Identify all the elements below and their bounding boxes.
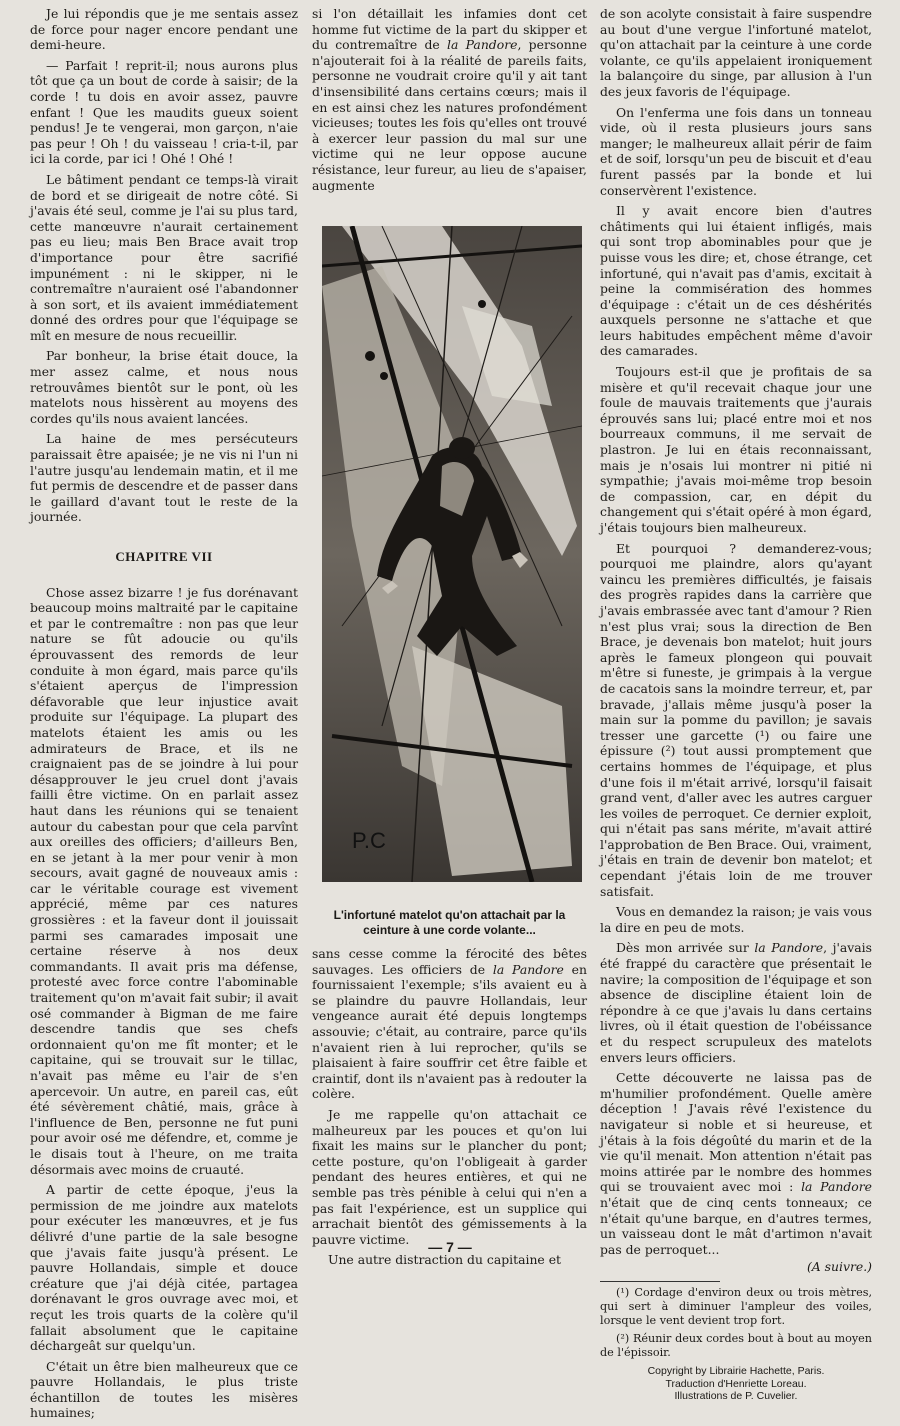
- paragraph: On l'enferma une fois dans un tonneau vide, où il resta plusieurs jours sans manger; le malheureux allait périr de faim et de soif, lorsqu'un peu de biscuit et d'eau furent passés par la bonde et lui conservèrent l'existence.: [600, 104, 872, 198]
- illustration-caption: L'infortuné matelot qu'on attachait par la ceinture à une corde volante...: [333, 908, 566, 937]
- paragraph: — Parfait ! reprit-il; nous aurons plus tôt que ça un bout de corde à saisir; de la corde ! tu dois en avoir assez, pauvre enfant ! Que les maudits gueux soient pendus! Je te vengerai, mon garçon, n'aie pas peur ! Oh ! du vaisseau ! cria-t-il, par ici la corde, par ici ! Ohé ! Ohé !: [30, 57, 298, 167]
- artist-signature: P.C: [352, 828, 386, 853]
- paragraph: si l'on détaillait les infamies dont cet homme fut victime de la part du skipper et du contremaître de la Pandore, personne n'ajouterait foi à la réalité de pareils faits, personne ne voudrait croire qu'il y ait tant d'insensibilité dans certains cœurs; mais il en est ainsi chez les natures profondément vicieuses; toutes les fois qu'elles ont trouvé à exercer leur passion du mal sur une victime qui ne leur oppose aucune résistance, leur fureur, au lieu de s'apaiser, augmente: [312, 6, 587, 193]
- to-be-continued: (A suivre.): [806, 1259, 872, 1275]
- ship-name: la Pandore: [754, 940, 824, 956]
- paragraph: sans cesse comme la férocité des bêtes sauvages. Les officiers de la Pandore en fournissaient l'exemple; s'ils avaient eu à se plaindre du pauvre Hollandais, leur vengeance aurait été depuis longtemps assouvie; c'était, au contraire, parce qu'ils n'avaient rien à lui reprocher, qu'ils se plaisaient à faire souffrir cet être faible et craintif, dont ils n'avaient pas à redouter la colère.: [312, 946, 587, 1102]
- text-column-middle-bottom: [312, 946, 587, 1273]
- paragraph: Par bonheur, la brise était douce, la mer assez calme, et nous nous retrouvâmes bientôt sur le pont, où les matelots nous hissèrent au moyens des cordes qu'ils nous avaient lancées.: [30, 348, 298, 426]
- paragraph: Dès mon arrivée sur la Pandore, j'avais été frappé du caractère que présentait le navire; la composition de l'équipage et son absence de discipline étaient loin de répondre à ce que j'avais lu dans certains livres, où il était question de l'obéissance et du respect scrupuleux des matelots envers leurs officiers.: [600, 940, 872, 1065]
- paragraph: Chose assez bizarre ! je fus dorénavant beaucoup moins maltraité par le capitaine et par le contremaître : non pas que leur nature se fût adoucie ou qu'ils éprouvassent des remords de leur conduite à mon égard, mais parce qu'ils s'étaient aperçus de l'impression défavorable que leur injustice avait produite sur l'équipage. La plupart des matelots étaient les amis ou les admirateurs de Brace, et ils ne craignaient pas de se joindre à lui pour désapprouver le jeu cruel dont j'avais failli être victime. On en parlait assez haut dans les réunions qui se tenaient autour du cabestan pour que cela parvînt aux oreilles des officiers; d'ailleurs Ben, en se jetant à la mer pour venir à mon secours, avait gagné de nouveaux amis : car le véritable courage est vivement apprécié, même par ces natures grossières : et la faveur dont il jouissait parmi ses camarades imposait une certaine réserve à nos deux commandants. Il avait pris ma défense, protesté avec force contre l'abominable traitement qu'on m'avait fait subir; il avait osé commander à Bigman de me faire descendre tandis que ses chefs ordonnaient qu'on me fît monter; et le capitaine, qui se trouvait sur le tillac, n'avait pas même eu l'air de s'en apercevoir. Un autre, en pareil cas, eût été sévèrement châtié, mais, grâce à l'influence de Ben, personne ne fut puni pour avoir osé me défendre, et, comme je le disais tout à l'heure, on me traita désormais avec moins de cruauté.: [30, 584, 298, 1177]
- paragraph: La haine de mes persécuteurs paraissait être apaisée; je ne vis ni l'un ni l'autre jusqu'au lendemain matin, et il me fut permis de descendre et de passer dans le gaillard d'avant tout le reste de la journée.: [30, 431, 298, 525]
- text-column-left: [30, 6, 298, 1426]
- text-column-right: [600, 6, 872, 1403]
- ship-name: la Pandore: [447, 37, 518, 53]
- paragraph: C'était un être bien malheureux que ce pauvre Hollandais, le plus triste échantillon de toutes les misères humaines;: [30, 1358, 298, 1421]
- paragraph: Je me rappelle qu'on attachait ce malheureux par les pouces et qu'on lui fixait les mains sur le plancher du pont; cette posture, qu'on l'obligeait à garder pendant des heures entières, et qui ne semble pas très pénible à celui qui n'en a pas fait l'expérience, est un supplice qui arrachait bientôt des gémissements à la pauvre victime.: [312, 1106, 587, 1247]
- footnote: (²) Réunir deux cordes bout à bout au moyen de l'épissoir.: [600, 1332, 872, 1360]
- ship-name: la Pandore: [801, 1179, 872, 1195]
- paragraph: de son acolyte consistait à faire suspendre au bout d'une vergue l'infortuné matelot, qu'on attachait par la ceinture à une corde volante, ce qu'ils appelaient ironiquement la balançoire du singe, par allusion à l'un des jeux favoris de l'équipage.: [600, 6, 872, 99]
- chapter-heading: CHAPITRE VII: [115, 549, 213, 564]
- translation-credit: Traduction d'Henriette Loreau.: [665, 1377, 807, 1390]
- page-number: — 7 —: [428, 1239, 472, 1255]
- illustration-credit: Illustrations de P. Cuvelier.: [674, 1390, 798, 1403]
- credits: [600, 1365, 872, 1403]
- footnote: (¹) Cordage d'environ deux ou trois mètres, qui sert à diminuer l'ampleur des voiles, lorsque le vent devient trop fort.: [600, 1285, 872, 1327]
- paragraph: Et pourquoi ? demanderez-vous; pourquoi me plaindre, alors qu'ayant vaincu les premières difficultés, je faisais des progrès rapides dans la carrière que j'avais embrassée avec tant d'amour ? Rien n'est plus vrai; sous la direction de Ben Brace, je devenais bon matelot; huit jours après le fameux plongeon qui pouvait m'être si funeste, je grimpais à la vergue de cacatois sans la moindre terreur, et, par bravade, j'allais même jusqu'à poser la main sur la pomme du pavillon; je savais tresser une garcette (¹) ou faire une épissure (²) tout aussi promptement que certains hommes de l'équipage, et plus d'une fois il m'était arrivé, lorsqu'il faisait grand vent, d'aller avec les autres carguer les voiles de perroquet. Ce dernier exploit, qui n'était pas sans mérite, m'avait attiré l'approbation de Ben Brace. Oui, vraiment, j'étais en train de devenir bon matelot; et cependant j'étais loin de me trouver satisfait.: [600, 540, 872, 899]
- paragraph: Cette découverte ne laissa pas de m'humilier profondément. Quelle amère déception ! J'avais rêvé l'existence du navigateur si noble et si heureuse, et j'étais à la fois dégoûté du marin et de la vie qu'il menait. Mon attention n'était pas moins attirée par le nombre des hommes qui se trouvaient avec moi : la Pandore n'était que de cinq cents tonneaux; ce n'était qu'une barque, en d'autres termes, un vaisseau dont le mât d'artimon n'avait pas de perroquet...: [600, 1070, 872, 1257]
- paragraph: Toujours est-il que je profitais de sa misère et qu'il recevait chaque jour une foule de mauvais traitements que j'aurais éprouvés sans lui; placé entre moi et nos bourreaux communs, il me servait de plastron. Je lui en étais reconnaissant, mais je n'osais lui montrer ni pitié ni sympathie; j'avais moi-même trop besoin de compassion, car, en dépit du changement qui s'était opéré à mon égard, j'étais toujours bien malheureux.: [600, 364, 872, 535]
- paragraph: Une autre distraction du capitaine et: [328, 1252, 562, 1268]
- illustration-sailor-on-rigging: [322, 226, 582, 882]
- text-column-middle-top: [312, 6, 587, 198]
- paragraph: A partir de cette époque, j'eus la permission de me joindre aux matelots pour exécuter les manœuvres, et je fus délivré d'une partie de la sale besogne que j'avais faite jusqu'à présent. Le pauvre Hollandais, simple et douce créature que j'ai déjà citée, partagea dorénavant le gros ouvrage avec moi, et reçut les trois quarts de la colère qu'il fallait absolument que le capitaine déchargeât sur quelqu'un.: [30, 1182, 298, 1354]
- paragraph: Je lui répondis que je me sentais assez de force pour nager encore pendant une demi-heure.: [30, 6, 298, 53]
- copyright-line: Copyright by Librairie Hachette, Paris.: [647, 1364, 825, 1377]
- paragraph: Vous en demandez la raison; je vais vous la dire en peu de mots.: [600, 904, 872, 935]
- illustration-drawing: [322, 226, 582, 882]
- paragraph: Il y avait encore bien d'autres châtiments qui lui étaient infligés, mais qui sont trop abominables pour que je puisse vous les dire; et, chose étrange, cet infortuné, qui n'avait pas d'amis, excitait à peine la commisération des hommes d'équipage : c'était un de ces déshérités auxquels personne ne s'attache et que leurs habitudes empêchent même d'avoir des camarades.: [600, 203, 872, 359]
- paragraph: Le bâtiment pendant ce temps-là virait de bord et se dirigeait de notre côté. Si j'avais été seul, comme je l'ai su plus tard, cette manœuvre n'aurait certainement pas eu lieu; mais Ben Brace avait trop d'importance pour être sacrifié impunément : ni le skipper, ni le contremaître n'auraient osé l'abandonner à son sort, et ils avaient immédiatement donné des ordres pour que l'équipage se mît en mesure de nous recueillir.: [30, 171, 298, 343]
- ship-name: la Pandore: [492, 961, 564, 977]
